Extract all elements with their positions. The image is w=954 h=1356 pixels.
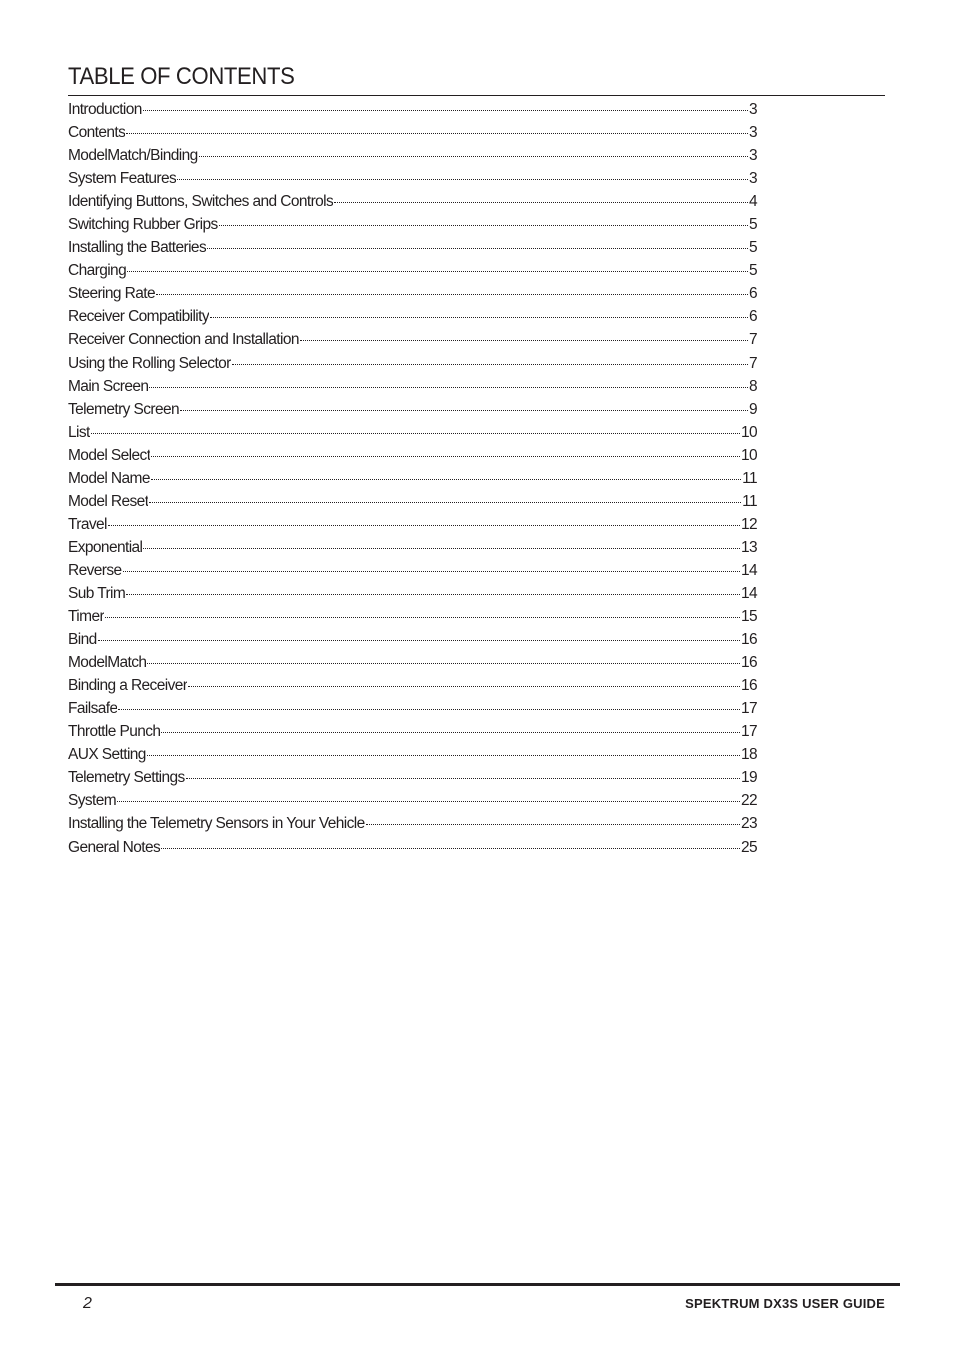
toc-entry[interactable] xyxy=(68,743,757,766)
toc-entry[interactable] xyxy=(68,213,757,236)
toc-entry-label: Steering Rate xyxy=(68,285,155,303)
toc-entry-label: Timer xyxy=(68,608,105,626)
toc-dot-leader xyxy=(149,501,741,503)
toc-entry[interactable] xyxy=(68,766,757,789)
toc-entry[interactable] xyxy=(68,674,757,697)
toc-entry-label: Receiver Connection and Installation xyxy=(68,331,299,349)
toc-entry-label: Bind xyxy=(68,631,97,649)
toc-entry[interactable] xyxy=(68,328,757,351)
toc-dot-leader xyxy=(143,547,740,549)
toc-entry[interactable] xyxy=(68,282,757,305)
toc-entry[interactable] xyxy=(68,190,757,213)
toc-entry-page: 11 xyxy=(742,492,757,510)
toc-dot-leader xyxy=(177,178,748,180)
page-title: TABLE OF CONTENTS xyxy=(68,63,295,90)
toc-entry-page: 17 xyxy=(740,723,757,741)
toc-dot-leader xyxy=(118,708,739,710)
toc-entry-label: Model Select xyxy=(68,446,151,464)
toc-entry[interactable] xyxy=(68,812,757,835)
toc-entry-label: Installing the Telemetry Sensors in Your Vehicle xyxy=(68,815,365,833)
toc-dot-leader xyxy=(334,201,748,203)
footer-divider xyxy=(55,1283,900,1286)
toc-entry[interactable] xyxy=(68,98,757,121)
toc-entry-label: Using the Rolling Selector xyxy=(68,354,231,372)
toc-entry-page: 18 xyxy=(740,746,757,764)
toc-entry-page: 17 xyxy=(740,700,757,718)
toc-dot-leader xyxy=(147,662,740,664)
toc-entry-page: 4 xyxy=(748,193,757,211)
toc-entry-page: 5 xyxy=(748,239,757,257)
toc-dot-leader xyxy=(151,478,741,480)
toc-entry-label: Travel xyxy=(68,515,107,533)
toc-entry-label: Main Screen xyxy=(68,377,149,395)
toc-entry-label: Failsafe xyxy=(68,700,118,718)
toc-entry-label: System Features xyxy=(68,170,177,188)
toc-entry[interactable] xyxy=(68,167,757,190)
table-of-contents xyxy=(68,98,757,859)
toc-entry[interactable] xyxy=(68,536,757,559)
toc-entry-label: Reverse xyxy=(68,561,122,579)
toc-entry[interactable] xyxy=(68,375,757,398)
toc-entry-label: Identifying Buttons, Switches and Controls xyxy=(68,193,334,211)
toc-dot-leader xyxy=(156,293,748,295)
toc-entry-page: 10 xyxy=(740,423,757,441)
toc-entry-page: 14 xyxy=(740,584,757,602)
toc-dot-leader xyxy=(210,316,748,318)
toc-dot-leader xyxy=(108,524,740,526)
toc-entry-page: 16 xyxy=(740,677,757,695)
toc-entry-label: System xyxy=(68,792,117,810)
toc-entry-label: Installing the Batteries xyxy=(68,239,207,257)
toc-entry[interactable] xyxy=(68,559,757,582)
toc-dot-leader xyxy=(366,823,740,825)
toc-dot-leader xyxy=(126,132,748,134)
toc-entry[interactable] xyxy=(68,236,757,259)
toc-entry[interactable] xyxy=(68,697,757,720)
toc-entry-page: 5 xyxy=(748,262,757,280)
toc-entry-page: 5 xyxy=(748,216,757,234)
toc-entry-page: 8 xyxy=(748,377,757,395)
toc-entry[interactable] xyxy=(68,121,757,144)
toc-dot-leader xyxy=(105,616,740,618)
toc-entry-label: Sub Trim xyxy=(68,584,126,602)
toc-entry-page: 3 xyxy=(748,147,757,165)
toc-entry-label: Contents xyxy=(68,124,126,142)
toc-entry[interactable] xyxy=(68,398,757,421)
toc-entry[interactable] xyxy=(68,421,757,444)
toc-entry[interactable] xyxy=(68,444,757,467)
toc-entry[interactable] xyxy=(68,467,757,490)
toc-dot-leader xyxy=(127,270,748,272)
toc-dot-leader xyxy=(123,570,740,572)
toc-dot-leader xyxy=(98,639,740,641)
toc-entry-label: Telemetry Screen xyxy=(68,400,180,418)
toc-entry-label: ModelMatch/Binding xyxy=(68,147,198,165)
toc-dot-leader xyxy=(143,109,748,111)
toc-entry-page: 22 xyxy=(740,792,757,810)
footer-guide-title: SPEKTRUM DX3S USER GUIDE xyxy=(685,1296,885,1311)
toc-dot-leader xyxy=(161,847,740,849)
toc-dot-leader xyxy=(186,777,740,779)
toc-entry-page: 3 xyxy=(748,124,757,142)
title-divider xyxy=(68,95,885,96)
toc-entry-page: 12 xyxy=(740,515,757,533)
toc-entry-page: 6 xyxy=(748,308,757,326)
toc-entry-page: 7 xyxy=(748,331,757,349)
toc-dot-leader xyxy=(300,339,748,341)
toc-entry-page: 14 xyxy=(740,561,757,579)
toc-dot-leader xyxy=(161,731,740,733)
toc-dot-leader xyxy=(232,363,748,365)
toc-entry-label: Charging xyxy=(68,262,127,280)
toc-entry[interactable] xyxy=(68,628,757,651)
toc-entry[interactable] xyxy=(68,513,757,536)
toc-entry-page: 16 xyxy=(740,654,757,672)
footer-page-number: 2 xyxy=(83,1295,92,1312)
toc-entry-page: 10 xyxy=(740,446,757,464)
toc-entry-page: 6 xyxy=(748,285,757,303)
toc-dot-leader xyxy=(117,800,740,802)
toc-entry[interactable] xyxy=(68,259,757,282)
toc-entry-label: Model Name xyxy=(68,469,150,487)
toc-entry-label: Exponential xyxy=(68,538,143,556)
toc-entry[interactable] xyxy=(68,836,757,859)
toc-entry-page: 11 xyxy=(742,469,757,487)
toc-entry-label: List xyxy=(68,423,90,441)
toc-dot-leader xyxy=(219,224,748,226)
toc-entry-label: Throttle Punch xyxy=(68,723,161,741)
toc-entry-label: General Notes xyxy=(68,838,161,856)
toc-entry[interactable] xyxy=(68,582,757,605)
toc-dot-leader xyxy=(199,155,748,157)
toc-entry-page: 9 xyxy=(748,400,757,418)
toc-entry[interactable] xyxy=(68,789,757,812)
toc-entry[interactable] xyxy=(68,605,757,628)
toc-entry[interactable] xyxy=(68,651,757,674)
toc-entry-page: 3 xyxy=(748,101,757,118)
toc-entry[interactable] xyxy=(68,720,757,743)
toc-entry-page: 19 xyxy=(740,769,757,787)
toc-entry-label: AUX Setting xyxy=(68,746,146,764)
toc-entry-page: 7 xyxy=(748,354,757,372)
toc-entry-label: Switching Rubber Grips xyxy=(68,216,218,234)
toc-entry-page: 23 xyxy=(740,815,757,833)
toc-entry[interactable] xyxy=(68,352,757,375)
toc-entry-page: 25 xyxy=(740,838,757,856)
toc-entry[interactable] xyxy=(68,305,757,328)
toc-entry-page: 15 xyxy=(740,608,757,626)
toc-dot-leader xyxy=(151,455,740,457)
toc-entry-page: 13 xyxy=(740,538,757,556)
toc-dot-leader xyxy=(91,432,740,434)
toc-entry-label: Binding a Receiver xyxy=(68,677,188,695)
toc-entry-label: Introduction xyxy=(68,101,142,118)
toc-entry[interactable] xyxy=(68,490,757,513)
toc-entry-page: 16 xyxy=(740,631,757,649)
toc-dot-leader xyxy=(147,754,740,756)
toc-dot-leader xyxy=(126,593,740,595)
toc-entry-label: ModelMatch xyxy=(68,654,147,672)
toc-dot-leader xyxy=(207,247,748,249)
toc-entry-label: Telemetry Settings xyxy=(68,769,185,787)
toc-entry-label: Model Reset xyxy=(68,492,149,510)
toc-entry-label: Receiver Compatibility xyxy=(68,308,209,326)
toc-entry[interactable] xyxy=(68,144,757,167)
toc-entry-page: 3 xyxy=(748,170,757,188)
toc-dot-leader xyxy=(188,685,740,687)
toc-dot-leader xyxy=(149,386,748,388)
toc-dot-leader xyxy=(180,409,748,411)
